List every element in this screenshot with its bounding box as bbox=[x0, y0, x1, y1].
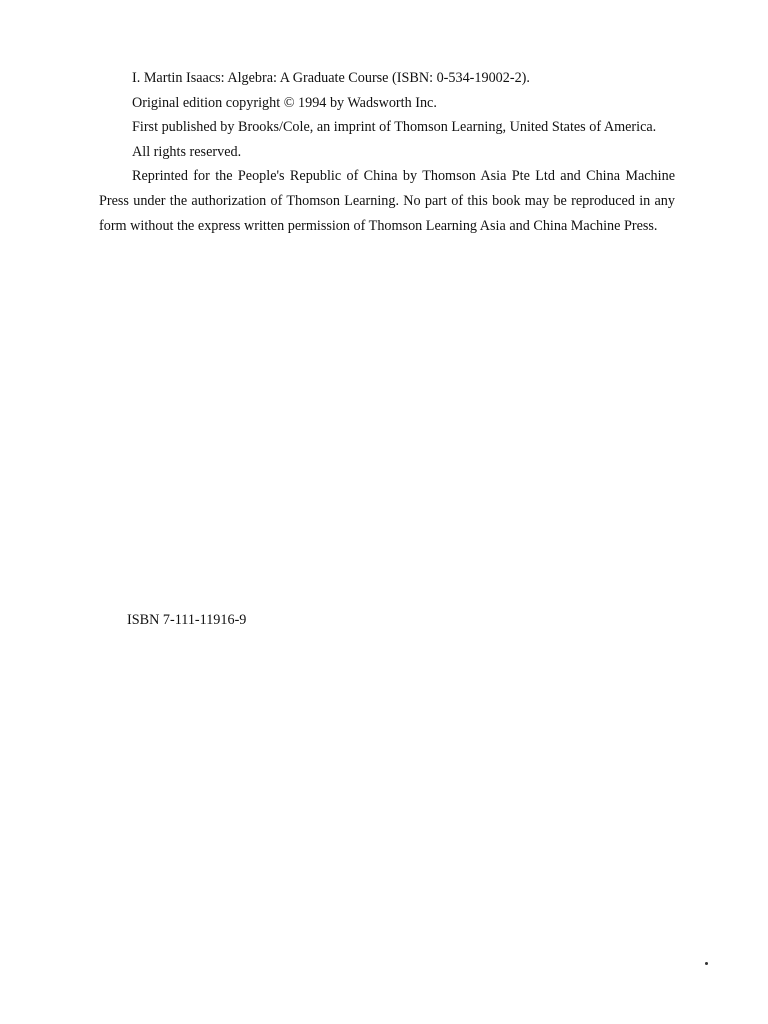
rights-line: All rights reserved. bbox=[132, 143, 242, 160]
reprint-notice: Reprinted for the People's Republic of China by Thomson Asia Pte Ltd and China Machine Press under the authorization of Thomson Learning. No part of this book may be reproduced in any form without the express written permission of Thomson Learning Asia and China Machine Press. bbox=[99, 168, 675, 234]
copyright-line: Original edition copyright © 1994 by Wadsworth Inc. bbox=[132, 94, 437, 111]
publisher-line: First published by Brooks/Cole, an imprint of Thomson Learning, United States of America. bbox=[132, 119, 657, 136]
scan-speck bbox=[705, 962, 708, 965]
copyright-block bbox=[99, 66, 675, 238]
original-title-line: I. Martin Isaacs: Algebra: A Graduate Course (ISBN: 0-534-19002-2). bbox=[132, 70, 530, 86]
isbn-line: ISBN 7-111-11916-9 bbox=[127, 612, 247, 628]
